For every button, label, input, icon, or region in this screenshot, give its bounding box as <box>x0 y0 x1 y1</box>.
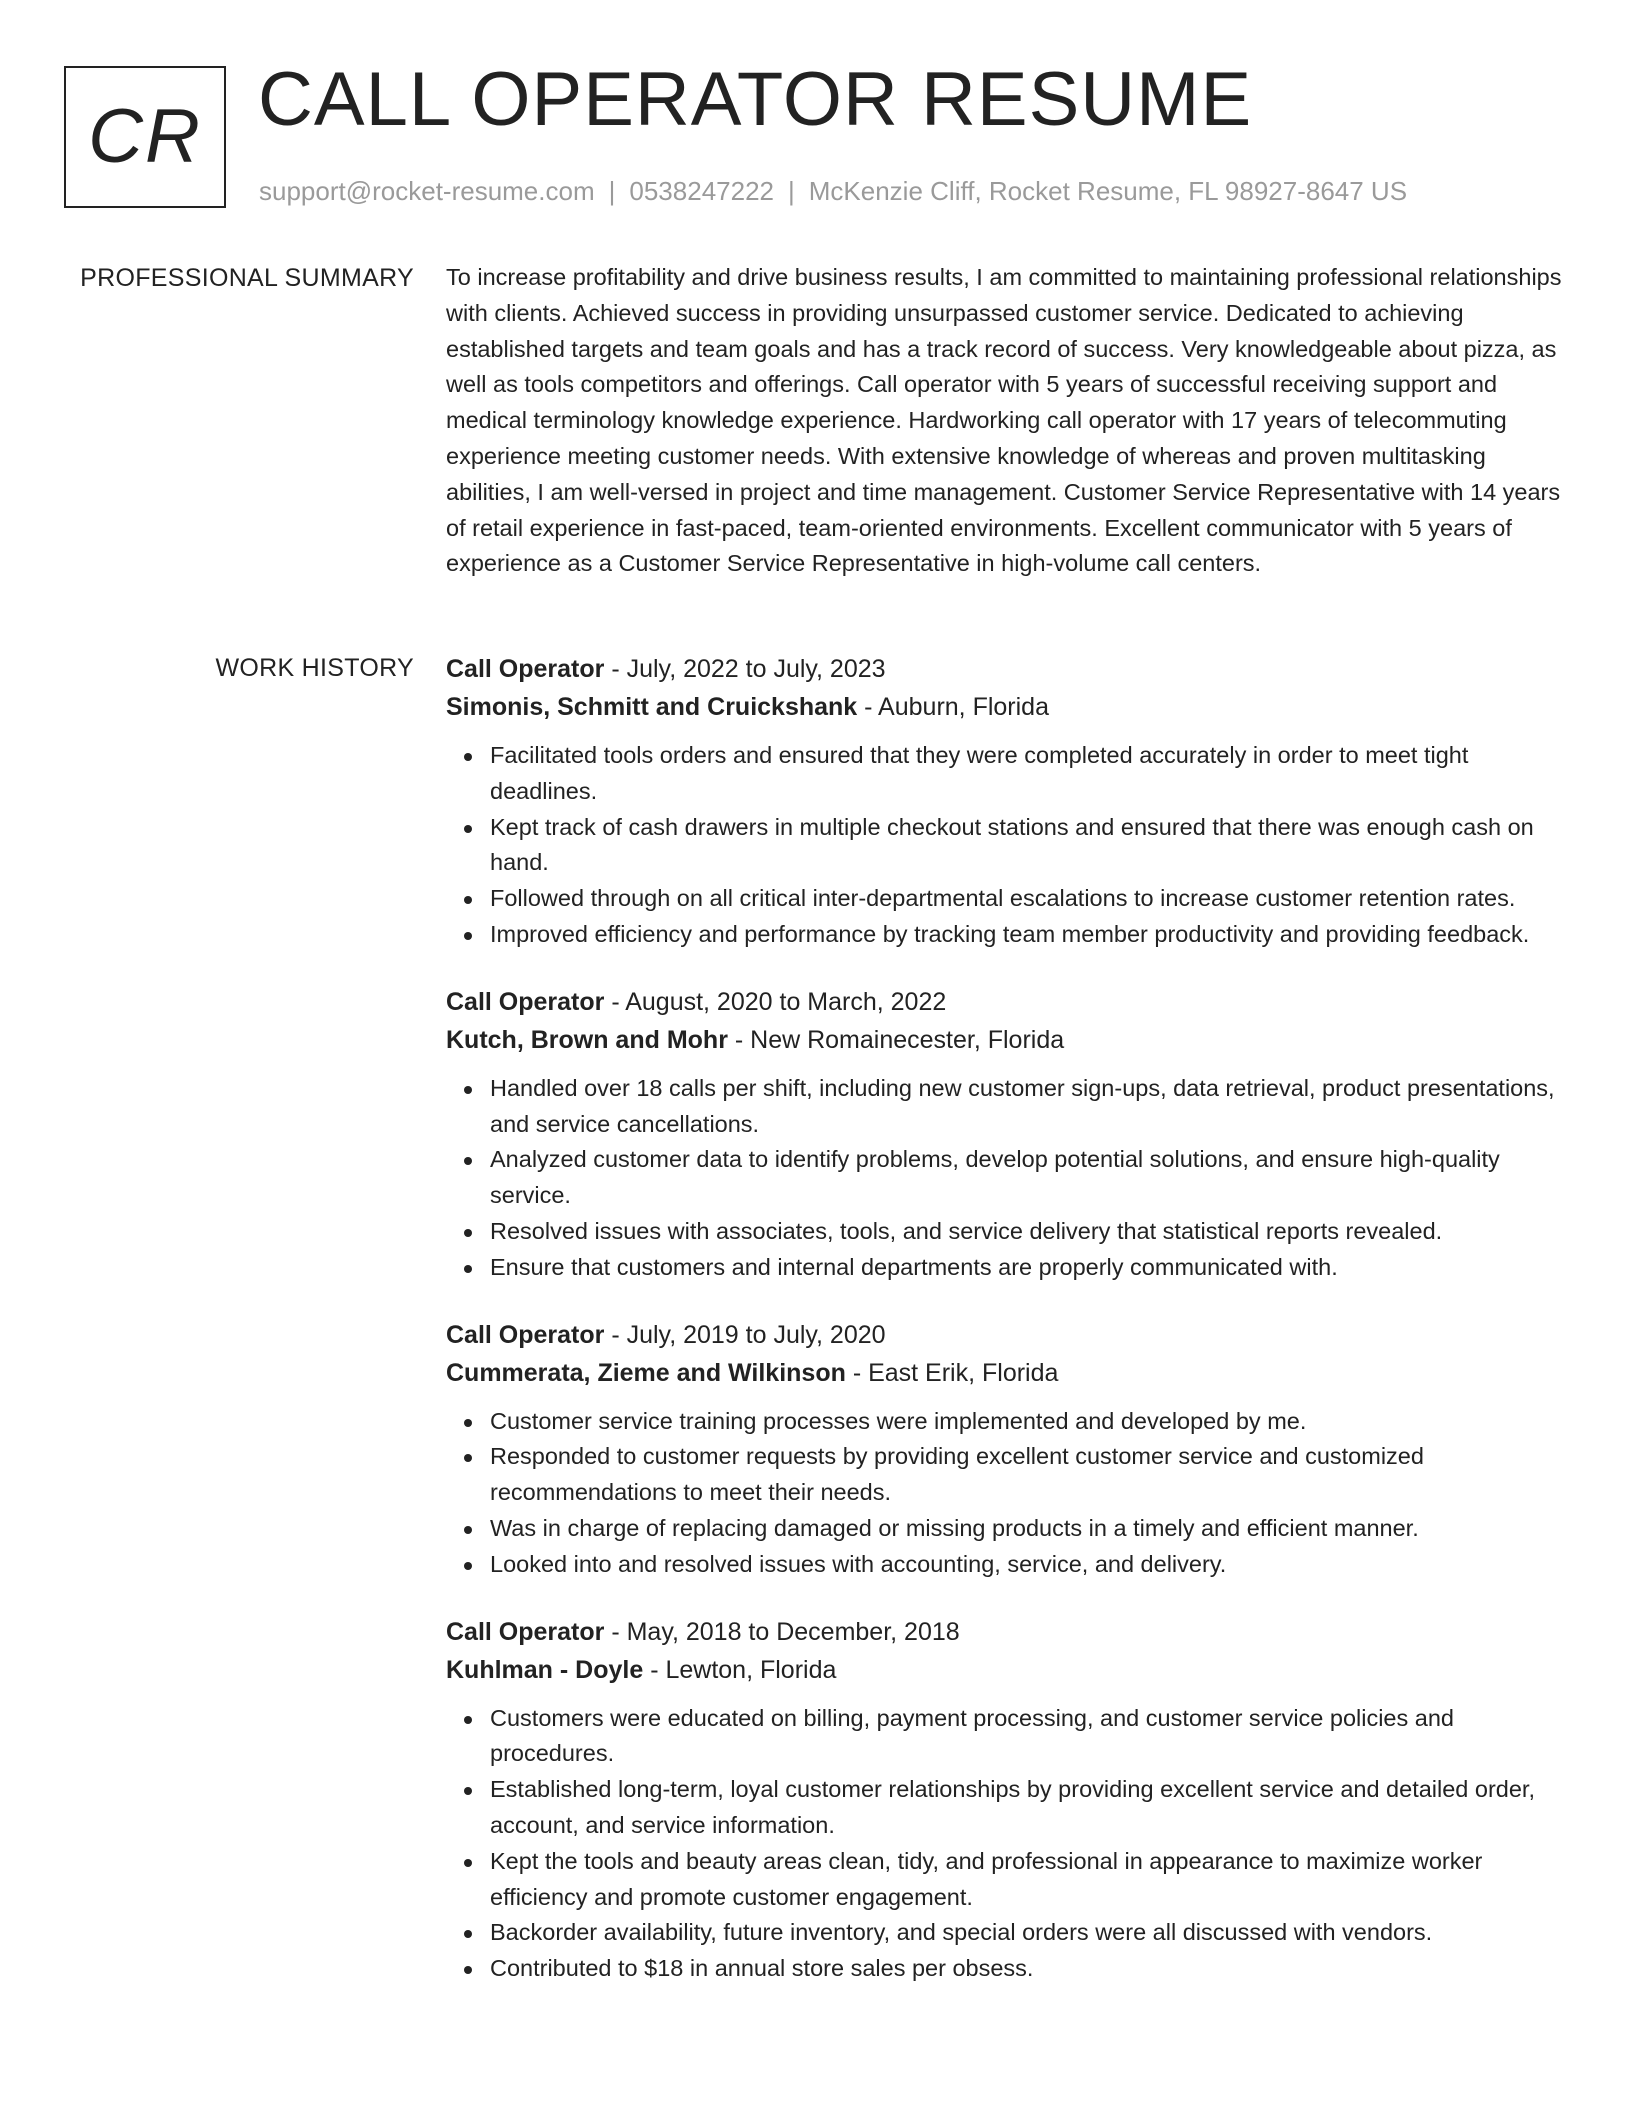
job-title: Call Operator <box>446 1320 605 1349</box>
job-location: - New Romainecester, Florida <box>727 1025 1065 1054</box>
job-title: Call Operator <box>446 655 605 683</box>
job-company-line <box>446 1354 1570 1392</box>
job-bullet: Analyzed customer data to identify problems, develop potential solutions, and ensure high-quality service. <box>490 1142 1570 1214</box>
job-company: Simonis, Schmitt and Cruickshank <box>446 693 858 721</box>
job-title: Call Operator <box>446 987 605 1016</box>
resume-title: CALL OPERATOR RESUME <box>258 57 1253 142</box>
section-heading-work-history: WORK HISTORY <box>215 654 414 682</box>
job-bullet: Kept track of cash drawers in multiple checkout stations and ensured that there was enough cash on hand. <box>490 810 1570 882</box>
job-title-line <box>446 1316 1570 1354</box>
job-bullet: Backorder availability, future inventory, and special orders were all discussed with vendors. <box>490 1915 1570 1951</box>
job-bullet-list <box>446 1701 1570 1987</box>
job-bullet: Kept the tools and beauty areas clean, tidy, and professional in appearance to maximize worker efficiency and promote customer engagement. <box>490 1844 1570 1916</box>
job-title-line <box>446 983 1570 1021</box>
job-bullet: Responded to customer requests by providing excellent customer service and customized recommendations to meet their needs. <box>490 1439 1570 1511</box>
section-heading-summary: PROFESSIONAL SUMMARY <box>80 264 414 292</box>
job-title: Call Operator <box>446 1617 605 1646</box>
job-location: - Auburn, Florida <box>857 693 1049 721</box>
job-bullet: Improved efficiency and performance by tracking team member productivity and providing feedback. <box>490 917 1570 953</box>
job-title-line <box>446 650 1570 688</box>
contact-email[interactable]: support@rocket-resume.com <box>259 176 595 206</box>
job-company-line <box>446 688 1570 726</box>
contact-line <box>259 176 1407 207</box>
job-entry <box>446 650 1570 953</box>
job-company-line <box>446 1021 1570 1059</box>
job-dates: - August, 2020 to March, 2022 <box>604 987 947 1016</box>
job-bullet: Customers were educated on billing, payment processing, and customer service policies and procedures. <box>490 1701 1570 1773</box>
job-bullet: Looked into and resolved issues with accounting, service, and delivery. <box>490 1547 1570 1583</box>
job-dates: - July, 2022 to July, 2023 <box>604 655 886 683</box>
job-location: - Lewton, Florida <box>643 1655 837 1684</box>
job-company-line <box>446 1651 1570 1689</box>
job-company: Kutch, Brown and Mohr <box>446 1025 728 1054</box>
job-bullet: Facilitated tools orders and ensured that they were completed accurately in order to meet tight deadlines. <box>490 738 1570 810</box>
job-entry <box>446 1613 1570 1987</box>
job-bullet: Was in charge of replacing damaged or missing products in a timely and efficient manner. <box>490 1511 1570 1547</box>
contact-separator: | <box>608 176 616 206</box>
summary-body <box>446 260 1570 582</box>
job-entry <box>446 983 1570 1286</box>
job-title-line <box>446 1613 1570 1651</box>
job-dates: - May, 2018 to December, 2018 <box>604 1617 960 1646</box>
job-bullet: Ensure that customers and internal departments are properly communicated with. <box>490 1250 1570 1286</box>
job-bullet: Handled over 18 calls per shift, including new customer sign-ups, data retrieval, product presentations, and service cancellations. <box>490 1071 1570 1143</box>
job-bullet: Customer service training processes were implemented and developed by me. <box>490 1404 1570 1440</box>
job-bullet: Followed through on all critical inter-departmental escalations to increase customer retention rates. <box>490 881 1570 917</box>
job-bullet-list <box>446 1404 1570 1583</box>
job-location: - East Erik, Florida <box>845 1358 1059 1387</box>
contact-address: McKenzie Cliff, Rocket Resume, FL 98927-8647 US <box>808 176 1408 206</box>
job-bullet-list <box>446 1071 1570 1286</box>
job-bullet: Resolved issues with associates, tools, and service delivery that statistical reports revealed. <box>490 1214 1570 1250</box>
job-company: Cummerata, Zieme and Wilkinson <box>446 1358 846 1387</box>
summary-text: To increase profitability and drive business results, I am committed to maintaining professional relationships with clients. Achieved success in providing unsurpassed customer service. Dedicated to achieving established targets and team goals and has a track record of success. Very knowledgeable about pizza, as well as tools competitors and offerings. Call operator with 5 years of successful receiving support and medical terminology knowledge experience. Hardworking call operator with 17 years of telecommuting experience meeting customer needs. With extensive knowledge of whereas and proven multitasking abilities, I am well-versed in project and time management. Customer Service Representative with 14 years of retail experience in fast-paced, team-oriented environments. Excellent communicator with 5 years of experience as a Customer Service Representative in high-volume call centers. <box>446 264 1562 577</box>
monogram-initials: CR <box>88 94 202 179</box>
job-bullet-list <box>446 738 1570 953</box>
work-history-body <box>446 650 1570 2017</box>
monogram-badge <box>64 66 226 208</box>
job-bullet: Contributed to $18 in annual store sales per obsess. <box>490 1951 1570 1987</box>
contact-phone[interactable]: 0538247222 <box>629 176 774 206</box>
job-company: Kuhlman - Doyle <box>446 1655 644 1684</box>
job-entry <box>446 1316 1570 1583</box>
contact-separator: | <box>788 176 795 206</box>
job-dates: - July, 2019 to July, 2020 <box>604 1320 886 1349</box>
job-bullet: Established long-term, loyal customer relationships by providing excellent service and detailed order, account, and service information. <box>490 1772 1570 1844</box>
